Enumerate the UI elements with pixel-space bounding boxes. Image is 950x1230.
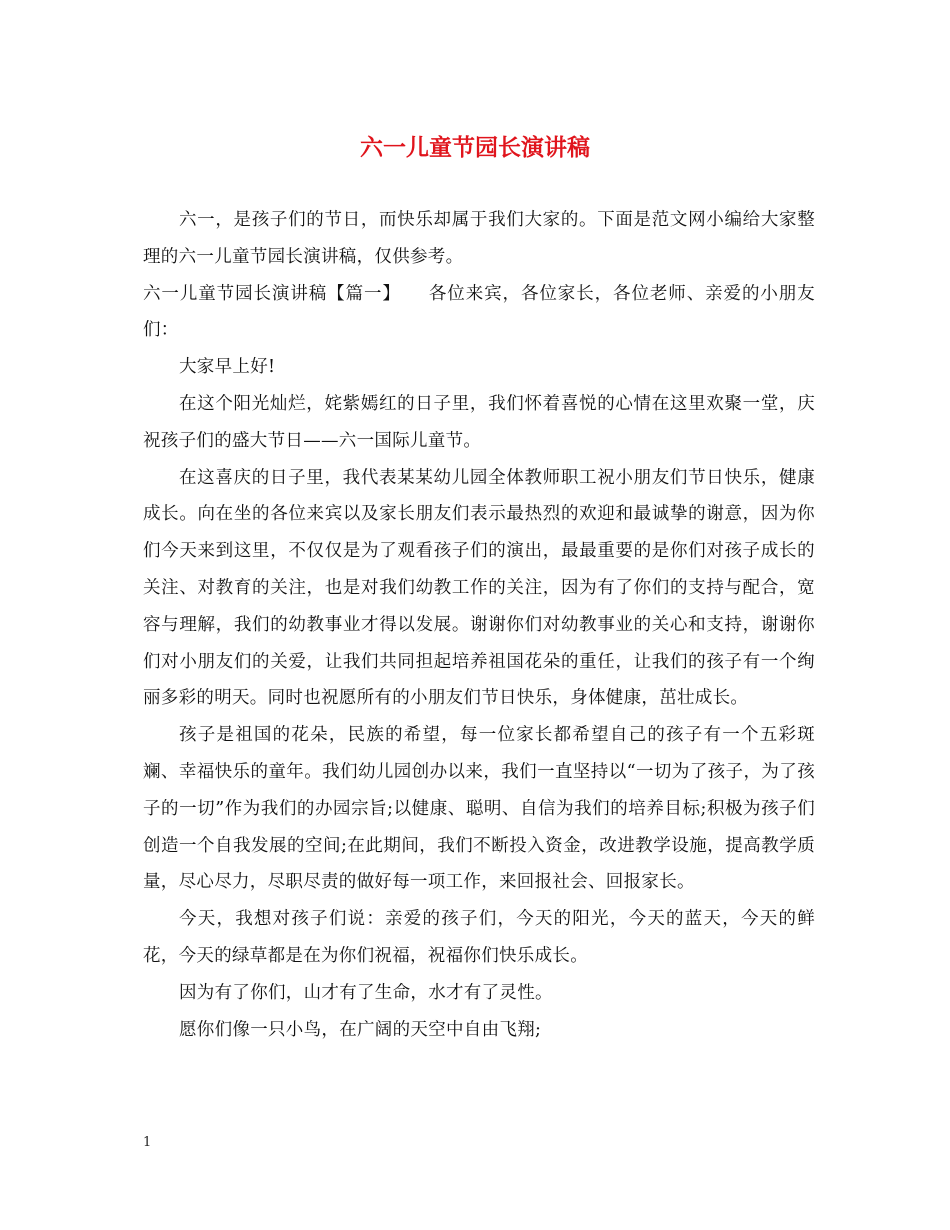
intro-paragraph: 六一，是孩子们的节日，而快乐却属于我们大家的。下面是范文网小编给大家整理的六一儿童节园长演讲稿，仅供参考。 [143, 210, 815, 267]
body-paragraph: 孩子是祖国的花朵，民族的希望，每一位家长都希望自己的孩子有一个五彩斑斓、幸福快乐的童年。我们幼儿园创办以来，我们一直坚持以“一切为了孩子，为了孩子的一切”作为我们的办园宗旨;以健康、聪明、自信为我们的培养目标;积极为孩子们创造一个自我发展的空间;在此期间，我们不断投入资金，改进教学设施，提高教学质量，尽心尽力，尽职尽责的做好每一项工作，来回报社会、回报家长。 [143, 725, 815, 893]
document-body [143, 202, 815, 1048]
body-paragraph: 愿你们像一只小鸟，在广阔的天空中自由飞翔; [179, 1019, 542, 1040]
body-paragraph: 在这喜庆的日子里，我代表某某幼儿园全体教师职工祝小朋友们节日快乐，健康成长。向在坐的各位来宾以及家长朋友们表示最热烈的欢迎和最诚挚的谢意，因为你们今天来到这里，不仅仅是为了观看孩子们的演出，最最重要的是你们对孩子成长的关注、对教育的关注，也是对我们幼教工作的关注，因为有了你们的支持与配合，宽容与理解，我们的幼教事业才得以发展。谢谢你们对幼教事业的关心和支持，谢谢你们对小朋友们的关爱，让我们共同担起培养祖国花朵的重任，让我们的孩子有一个绚丽多彩的明天。同时也祝愿所有的小朋友们节日快乐，身体健康，茁壮成长。 [143, 467, 815, 709]
body-paragraph: 在这个阳光灿烂，姹紫嫣红的日子里，我们怀着喜悦的心情在这里欢聚一堂，庆祝孩子们的盛大节日——六一国际儿童节。 [143, 393, 815, 451]
page-number: 1 [143, 1135, 152, 1150]
page-title: 六一儿童节园长演讲稿 [360, 134, 590, 161]
body-paragraph: 今天，我想对孩子们说：亲爱的孩子们，今天的阳光，今天的蓝天，今天的鲜花，今天的绿草都是在为你们祝福，祝福你们快乐成长。 [143, 909, 815, 966]
section-heading-paragraph: 六一儿童节园长演讲稿【篇一】 各位来宾，各位家长，各位老师、亲爱的小朋友们： [143, 283, 815, 341]
body-paragraph: 因为有了你们，山才有了生命，水才有了灵性。 [179, 982, 553, 1003]
greeting-paragraph: 大家早上好! [179, 357, 276, 378]
